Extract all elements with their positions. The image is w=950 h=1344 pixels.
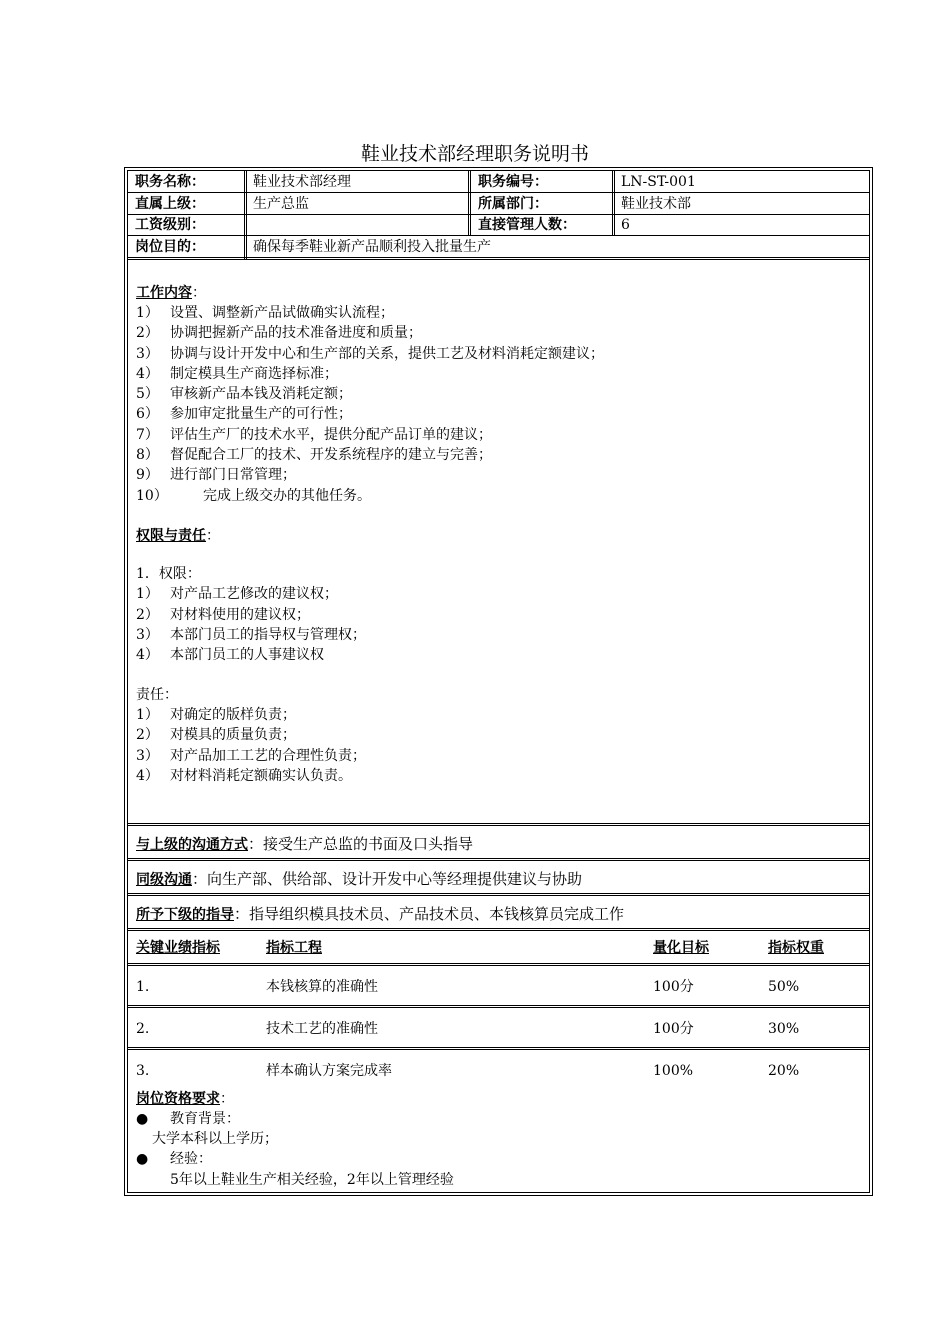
kpi-row-weight: 30%: [768, 1021, 800, 1037]
kpi-row-no: 3.: [136, 1063, 150, 1079]
row-divider: [128, 257, 869, 260]
resp-item: 4） 对材料消耗定额确实认负责。: [136, 768, 352, 784]
row-divider: [128, 1005, 869, 1008]
exp-line: ● 经验：: [136, 1151, 212, 1167]
duty-item: 8） 督促配合工厂的技术、开发系统程序的建立与完善；: [136, 447, 492, 463]
salary-label: 工资级别：: [135, 217, 205, 233]
kpi-row-weight: 20%: [768, 1063, 800, 1079]
table-inner: [127, 170, 870, 1193]
duty-item: 4） 制定模具生产商选择标准；: [136, 366, 338, 382]
resp-item: 1） 对确定的版样负责；: [136, 707, 296, 723]
subordinates-label: 直接管理人数：: [478, 217, 576, 233]
edu-value: 大学本科以上学历；: [152, 1131, 278, 1147]
job-name-value: 鞋业技术部经理: [253, 174, 351, 190]
kpi-header-weight: 指标权重: [768, 940, 824, 956]
subordinates-value: 6: [621, 217, 630, 233]
resp-item: 2） 对模具的质量负责；: [136, 727, 296, 743]
document-title: 鞋业技术部经理职务说明书: [360, 143, 589, 165]
kpi-row-no: 2.: [136, 1021, 150, 1037]
duty-item: 6） 参加审定批量生产的可行性；: [136, 406, 352, 422]
kpi-header-indicator: 关键业绩指标: [136, 940, 220, 956]
dept-value: 鞋业技术部: [621, 196, 691, 212]
duty-item: 7） 评估生产厂的技术水平，提供分配产品订单的建议；: [136, 427, 492, 443]
kpi-row-item: 本钱核算的准确性: [266, 979, 378, 995]
kpi-header-target: 量化目标: [653, 940, 709, 956]
row-divider: [128, 928, 869, 931]
resp-title: 责任：: [136, 687, 178, 703]
resp-item: 3） 对产品加工工艺的合理性负责；: [136, 748, 366, 764]
dept-label: 所属部门：: [478, 196, 548, 212]
exp-value: 5年以上鞋业生产相关经验，2年以上管理经验: [170, 1172, 454, 1188]
duty-item: 5） 审核新产品本钱及消耗定额；: [136, 386, 352, 402]
job-no-label: 职务编号：: [478, 174, 548, 190]
row-divider: [128, 823, 869, 826]
bullet-icon: ●: [136, 1151, 149, 1167]
duty-item: 1） 设置、调整新产品试做确实认流程；: [136, 305, 394, 321]
row-divider: [128, 1047, 869, 1050]
purpose-label: 岗位目的：: [135, 239, 205, 255]
duty-item: 2） 协调把握新产品的技术准备进度和质量；: [136, 325, 422, 341]
duty-item: 9） 进行部门日常管理；: [136, 467, 296, 483]
duty-item: 10） 完成上级交办的其他任务。: [136, 488, 371, 504]
kpi-row-no: 1.: [136, 979, 150, 995]
kpi-row-target: 100%: [653, 1063, 694, 1079]
superior-label: 直属上级：: [135, 196, 205, 212]
down-guidance: 所予下级的指导：指导组织模具技术员、产品技术员、本钱核算员完成工作: [136, 905, 625, 923]
job-no-value: LN-ST-001: [621, 174, 696, 190]
col-divider: [612, 171, 615, 236]
kpi-row-target: 100分: [653, 1021, 694, 1037]
purpose-value: 确保每季鞋业新产品顺利投入批量生产: [253, 239, 491, 255]
qualification-heading: 岗位资格要求：: [136, 1091, 234, 1107]
row-divider: [128, 963, 869, 966]
right-item: 3） 本部门员工的指导权与管理权；: [136, 627, 366, 643]
duties-heading: 工作内容：: [136, 285, 206, 301]
col-divider: [468, 171, 471, 236]
superior-value: 生产总监: [253, 196, 309, 212]
kpi-header-item: 指标工程: [266, 940, 322, 956]
kpi-row-weight: 50%: [768, 979, 800, 995]
right-item: 1） 对产品工艺修改的建议权；: [136, 586, 338, 602]
rights-title: 1．权限：: [136, 566, 201, 582]
peer-communication: 同级沟通：向生产部、供给部、设计开发中心等经理提供建议与协助: [136, 870, 583, 888]
row-divider: [128, 858, 869, 861]
edu-line: ● 教育背景：: [136, 1111, 240, 1127]
kpi-row-item: 样本确认方案完成率: [266, 1063, 392, 1079]
job-name-label: 职务名称：: [135, 174, 205, 190]
up-communication: 与上级的沟通方式：接受生产总监的书面及口头指导: [136, 835, 474, 853]
row-divider: [128, 893, 869, 896]
bullet-icon: ●: [136, 1111, 149, 1127]
kpi-row-target: 100分: [653, 979, 694, 995]
job-description-table: [124, 167, 873, 1196]
authority-heading: 权限与责任：: [136, 528, 220, 544]
right-item: 4） 本部门员工的人事建议权: [136, 647, 324, 663]
col-divider: [244, 171, 247, 259]
duty-item: 3） 协调与设计开发中心和生产部的关系，提供工艺及材料消耗定额建议；: [136, 346, 604, 362]
right-item: 2） 对材料使用的建议权；: [136, 607, 310, 623]
kpi-row-item: 技术工艺的准确性: [266, 1021, 378, 1037]
